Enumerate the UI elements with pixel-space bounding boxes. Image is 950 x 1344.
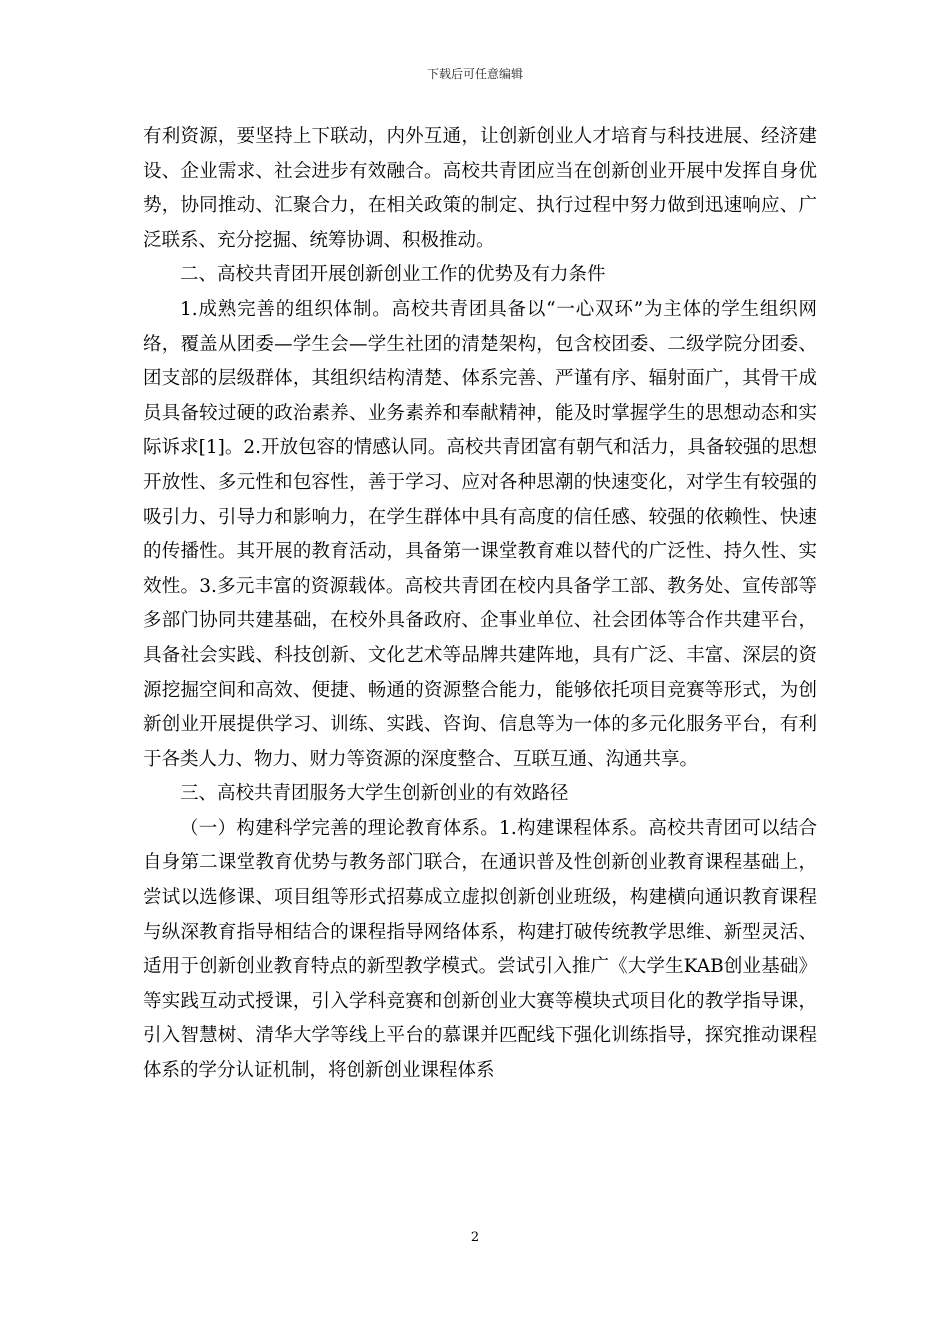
section-heading-2: 二、高校共青团开展创新创业工作的优势及有力条件 bbox=[180, 264, 606, 286]
section-heading-3: 三、高校共青团服务大学生创新创业的有效路径 bbox=[180, 783, 569, 805]
paragraph-paths: （一）构建科学完善的理论教育体系。1.构建课程体系。高校共青团可以结合自身第二课堂教育优势与教务部门联合，在通识普及性创新创业教育课程基础上，尝试以选修课、项目组等形式招募成立虚拟创新创业班级，构建横向通识教育课程与纵深教育指导相结合的课程指导网络体系，构建打破传统教学思维、新型灵活、适用于创新创业教育特点的新型教学模式。尝试引入推广《大学生KAB创业基础》等实践互动式授课，引入学科竞赛和创新创业大赛等模块式项目化的教学指导课，引入智慧树、清华大学等线上平台的慕课并匹配线下强化训练指导，探究推动课程体系的学分认证机制，将创新创业课程体系 bbox=[143, 817, 817, 1082]
paragraph-advantages: 1.成熟完善的组织体制。高校共青团具备以“一心双环”为主体的学生组织网络，覆盖从团委—学生会—学生社团的清楚架构，包含校团委、二级学院分团委、团支部的层级群体，其组织结构清楚、体系完善、严谨有序、辐射面广，其骨干成员具备较过硬的政治素养、业务素养和奉献精神，能及时掌握学生的思想动态和实际诉求[1]。2.开放包容的情感认同。高校共青团富有朝气和活力，具备较强的思想开放性、多元性和包容性，善于学习、应对各种思潮的快速变化，对学生有较强的吸引力、引导力和影响力，在学生群体中具有高度的信任感、较强的依赖性、快速的传播性。其开展的教育活动，具备第一课堂教育难以替代的广泛性、持久性、实效性。3.多元丰富的资源载体。高校共青团在校内具备学工部、教务处、宣传部等多部门协同共建基础，在校外具备政府、企事业单位、社会团体等合作共建平台，具备社会实践、科技创新、文化艺术等品牌共建阵地，具有广泛、丰富、深层的资源挖掘空间和高效、便捷、畅通的资源整合能力，能够依托项目竞赛等形式，为创新创业开展提供学习、训练、实践、咨询、信息等为一体的多元化服务平台，有利于各类人力、物力、财力等资源的深度整合、互联互通、沟通共享。 bbox=[143, 298, 817, 770]
page-number: 2 bbox=[470, 1230, 480, 1245]
paragraph-continuation: 有利资源，要坚持上下联动，内外互通，让创新创业人才培育与科技进展、经济建设、企业需求、社会进步有效融合。高校共青团应当在创新创业开展中发挥自身优势，协同推动、汇聚合力，在相关政策的制定、执行过程中努力做到迅速响应、广泛联系、充分挖掘、统筹协调、积极推动。 bbox=[143, 126, 817, 251]
document-body bbox=[143, 120, 817, 1089]
page-header: 下载后可任意编辑 bbox=[426, 67, 523, 81]
